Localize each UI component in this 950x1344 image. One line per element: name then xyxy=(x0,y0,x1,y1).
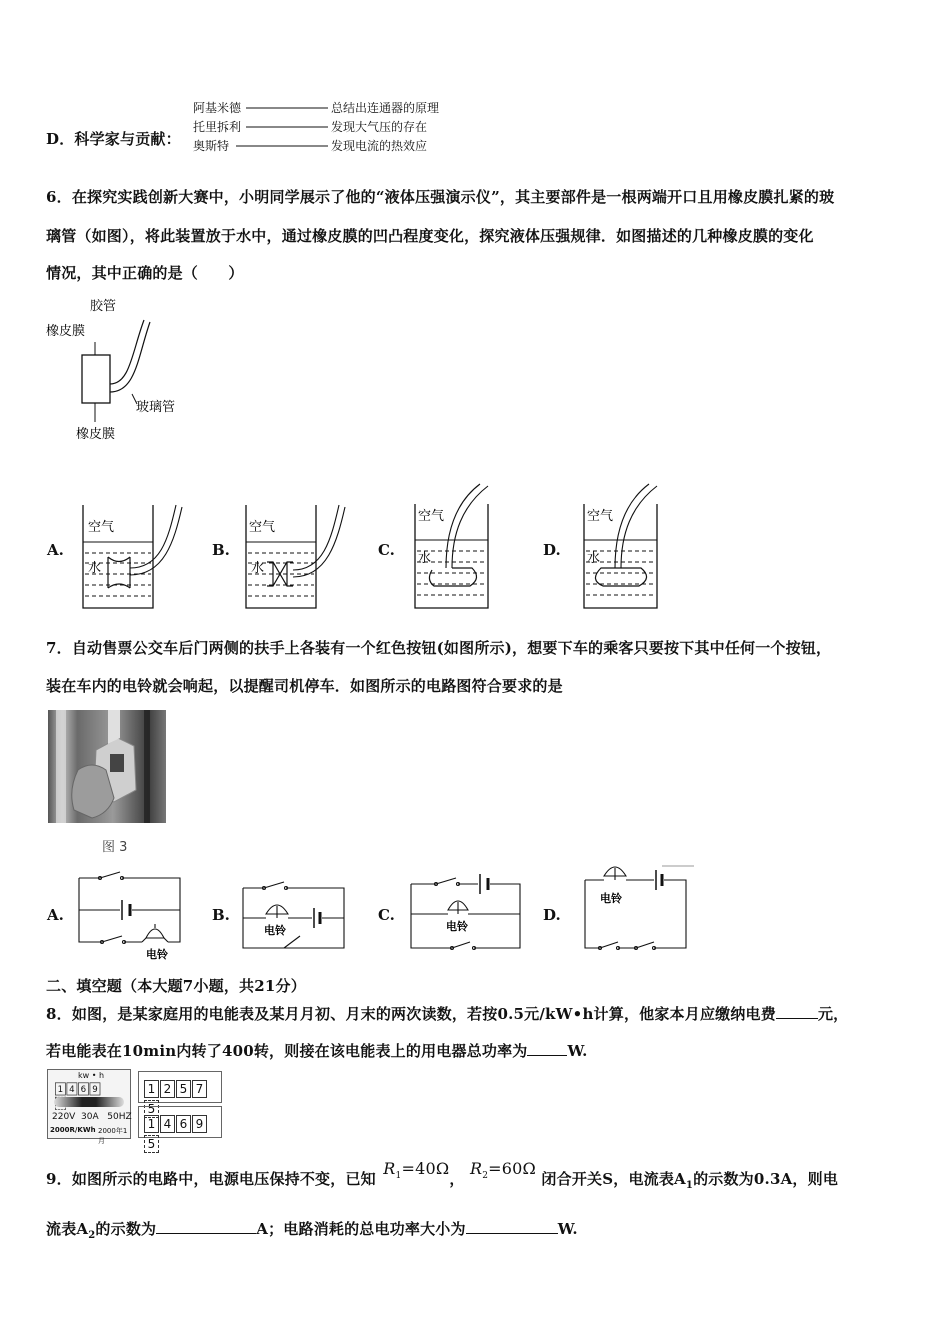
meter-digit: 1 xyxy=(55,1082,66,1095)
q8-electric-meter xyxy=(47,1069,132,1145)
contribution-1: 总结出连通器的原理 xyxy=(331,101,440,115)
q7-photo-caption: 图 3 xyxy=(102,840,128,855)
q9-comma: ， xyxy=(449,1170,465,1188)
section2-title: 二、填空题（本大题7小题，共21分） xyxy=(46,977,306,995)
air-label-d: 空气 xyxy=(587,509,614,524)
q8-blank-1[interactable] xyxy=(776,1004,818,1019)
q6-option-b[interactable]: B. xyxy=(212,541,230,559)
q6-beaker-d xyxy=(581,482,691,612)
r2-value: =60Ω xyxy=(488,1159,536,1178)
q8-blank-2[interactable] xyxy=(527,1041,567,1056)
q6-beaker-c xyxy=(412,482,522,612)
q8-reading-end xyxy=(138,1106,222,1151)
q9-text-line1 xyxy=(46,1159,839,1191)
q8-line2-part-b: W. xyxy=(567,1042,588,1060)
label-glass-tube: 玻璃管 xyxy=(136,400,176,415)
reading-end-digit: 4 xyxy=(160,1115,175,1133)
q5-connector-lines xyxy=(0,0,950,200)
meter-disc xyxy=(54,1097,124,1107)
water-label-a: 水 xyxy=(88,561,102,576)
q6-text-line3: 情况，其中正确的是（ ） xyxy=(46,264,244,282)
bell-label-b: 电铃 xyxy=(264,924,286,937)
r1-symbol: R xyxy=(383,1159,396,1178)
bell-label-d: 电铃 xyxy=(600,892,622,905)
q5-option-d-label: D．科学家与贡献： xyxy=(46,130,181,148)
contribution-3: 发现电流的热效应 xyxy=(331,139,428,153)
q7-circuit-c xyxy=(408,872,526,956)
r2-symbol: R xyxy=(469,1159,483,1178)
contribution-2: 发现大气压的存在 xyxy=(331,120,428,134)
q9-blank-1[interactable] xyxy=(156,1219,256,1234)
water-label-c: 水 xyxy=(418,551,432,566)
q8-reading-start xyxy=(138,1071,222,1116)
air-label-b: 空气 xyxy=(249,520,276,535)
label-hose: 胶管 xyxy=(90,299,117,314)
scientist-1: 阿基米德 xyxy=(193,101,242,115)
reading-start-digit: 2 xyxy=(160,1080,175,1098)
r1-subscript: 1 xyxy=(395,1171,402,1182)
reading-end-digit: 9 xyxy=(192,1115,207,1133)
q9-line2-part-a: 流表A xyxy=(46,1220,89,1238)
bell-label-a: 电铃 xyxy=(146,948,168,961)
q7-option-d[interactable]: D. xyxy=(543,906,561,924)
q9-r2-formula xyxy=(469,1159,536,1182)
meter-spec: 2000R/KWh xyxy=(50,1126,96,1134)
q6-option-a[interactable]: A. xyxy=(47,541,64,559)
q7-option-b[interactable]: B. xyxy=(212,906,230,924)
q6-beaker-a xyxy=(80,500,190,612)
meter-digit: 4 xyxy=(67,1082,78,1095)
label-membrane-bottom: 橡皮膜 xyxy=(76,427,116,442)
meter-digit: 6 xyxy=(78,1082,89,1095)
q8-line1-part-b: 元， xyxy=(817,1005,849,1023)
q8-line1-part-a: 8．如图，是某家庭用的电能表及某月月初、月末的两次读数，若按0.5元/kW•h计算，他家本月应缴纳电费 xyxy=(46,1005,776,1023)
reading-end-digit: 6 xyxy=(176,1115,191,1133)
q9-line2-part-c: A；电路消耗的总电功率大小为 xyxy=(256,1220,466,1238)
q9-blank-2[interactable] xyxy=(466,1219,558,1234)
q6-beaker-b xyxy=(243,500,353,612)
a1-subscript: 1 xyxy=(685,1180,694,1191)
q9-line2-part-b: 的示数为 xyxy=(95,1220,157,1238)
reading-start-digit: 5 xyxy=(176,1080,191,1098)
q9-line1-part-c: 的示数为0.3A，则电 xyxy=(693,1170,839,1188)
reading-start-digit: 7 xyxy=(192,1080,207,1098)
q7-circuit-d xyxy=(582,862,694,954)
q6-option-d[interactable]: D. xyxy=(543,541,561,559)
label-membrane-top: 橡皮膜 xyxy=(46,324,86,339)
meter-date: 2000年1月 xyxy=(98,1127,128,1145)
water-label-d: 水 xyxy=(587,551,601,566)
q8-text-line1 xyxy=(46,1003,848,1024)
scientist-3: 奥斯特 xyxy=(193,139,230,153)
q8-text-line2 xyxy=(46,1040,588,1061)
q6-option-c[interactable]: C. xyxy=(378,541,395,559)
reading-end-digit: 1 xyxy=(144,1115,159,1133)
q7-circuit-a xyxy=(76,870,186,960)
reading-start-digit: 1 xyxy=(144,1080,159,1098)
r1-value: =40Ω xyxy=(401,1159,450,1178)
q9-line1-part-a: 9．如图所示的电路中，电源电压保持不变，已知 xyxy=(46,1170,376,1188)
q9-text-line2 xyxy=(46,1218,578,1241)
q9-r1-formula xyxy=(383,1159,450,1182)
air-label-c: 空气 xyxy=(418,509,445,524)
bell-label-c: 电铃 xyxy=(446,920,468,933)
water-label-b: 水 xyxy=(251,561,265,576)
q6-apparatus-figure xyxy=(40,292,210,447)
q9-line1-part-b: 闭合开关S，电流表A xyxy=(541,1170,686,1188)
meter-unit: kw • h xyxy=(78,1071,105,1080)
q7-text-line2: 装在车内的电铃就会响起，以提醒司机停车．如图所示的电路图符合要求的是 xyxy=(46,677,563,695)
q7-option-c[interactable]: C. xyxy=(378,906,395,924)
a2-subscript: 2 xyxy=(88,1230,96,1241)
q7-text-line1: 7．自动售票公交车后门两侧的扶手上各装有一个红色按钮(如图所示)，想要下车的乘客只要按下其中任何一个按钮， xyxy=(46,639,832,657)
meter-ratings: 220V 30A 50HZ xyxy=(52,1112,132,1122)
reading-start-digit: 5 xyxy=(144,1100,159,1118)
r2-subscript: 2 xyxy=(482,1171,489,1182)
q8-line2-part-a: 若电能表在10min内转了400转，则接在该电能表上的用电器总功率为 xyxy=(46,1042,528,1060)
scientist-2: 托里拆利 xyxy=(193,120,242,134)
q7-option-a[interactable]: A. xyxy=(47,906,64,924)
q5-contribution-list xyxy=(331,99,439,156)
meter-digit: 9 xyxy=(90,1082,101,1095)
reading-end-digit: 5 xyxy=(144,1135,159,1153)
air-label-a: 空气 xyxy=(88,520,115,535)
q6-text-line1: 6．在探究实践创新大赛中，小明同学展示了他的“液体压强演示仪”，其主要部件是一根两端开口且用橡皮膜扎紧的玻 xyxy=(46,188,835,206)
q6-text-line2: 璃管（如图），将此装置放于水中，通过橡皮膜的凹凸程度变化，探究液体压强规律．如图描述的几种橡皮膜的变化 xyxy=(46,227,814,245)
q7-circuit-b xyxy=(240,878,350,958)
q7-bus-button-photo xyxy=(48,710,168,825)
q9-line2-part-d: W. xyxy=(557,1220,578,1238)
